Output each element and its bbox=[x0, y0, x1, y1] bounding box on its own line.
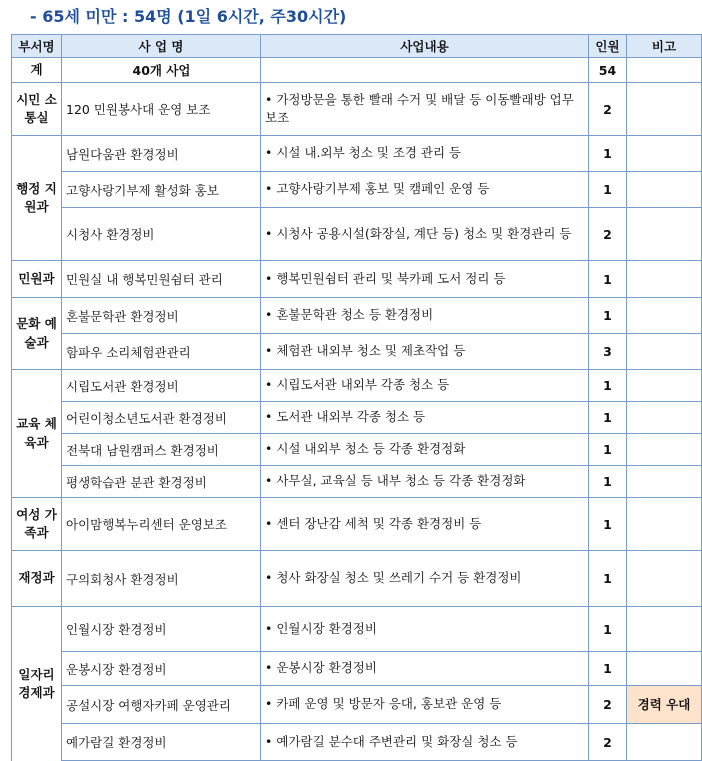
note-cell bbox=[627, 261, 702, 298]
project-content: • 운봉시장 환경정비 bbox=[261, 652, 589, 686]
staff-count: 1 bbox=[589, 466, 627, 498]
col-header-project: 사 업 명 bbox=[62, 35, 261, 58]
dept-name: 행정 지원과 bbox=[12, 136, 62, 261]
project-name: 민원실 내 행복민원쉼터 관리 bbox=[62, 261, 261, 298]
project-content: • 시청사 공용시설(화장실, 계단 등) 청소 및 환경관리 등 bbox=[261, 208, 589, 261]
staff-count: 2 bbox=[589, 83, 627, 136]
col-header-dept: 부서명 bbox=[12, 35, 62, 58]
project-name: 남원다움관 환경정비 bbox=[62, 136, 261, 172]
project-name: 함파우 소리체험관관리 bbox=[62, 334, 261, 370]
table-row bbox=[12, 172, 702, 208]
table-row bbox=[12, 334, 702, 370]
dept-name: 재정과 bbox=[12, 551, 62, 607]
table-row bbox=[12, 136, 702, 172]
note-cell bbox=[627, 551, 702, 607]
program-table bbox=[11, 34, 702, 761]
table-row bbox=[12, 724, 702, 761]
note-cell bbox=[627, 402, 702, 434]
project-content: • 청사 화장실 청소 및 쓰레기 수거 등 환경정비 bbox=[261, 551, 589, 607]
project-content: • 도서관 내외부 각종 청소 등 bbox=[261, 402, 589, 434]
dept-name: 여성 가족과 bbox=[12, 498, 62, 551]
table-row bbox=[12, 434, 702, 466]
staff-count: 2 bbox=[589, 208, 627, 261]
project-content: • 카페 운영 및 방문자 응대, 홍보관 운영 등 bbox=[261, 686, 589, 724]
project-content: • 센터 장난감 세척 및 각종 환경정비 등 bbox=[261, 498, 589, 551]
staff-count: 3 bbox=[589, 334, 627, 370]
project-name: 전북대 남원캠퍼스 환경정비 bbox=[62, 434, 261, 466]
note-cell: 경력 우대 bbox=[627, 686, 702, 724]
project-name: 120 민원봉사대 운영 보조 bbox=[62, 83, 261, 136]
staff-count: 1 bbox=[589, 498, 627, 551]
project-name: 공설시장 여행자카페 운영관리 bbox=[62, 686, 261, 724]
total-count: 54 bbox=[589, 58, 627, 83]
staff-count: 1 bbox=[589, 298, 627, 334]
total-label: 계 bbox=[12, 58, 62, 83]
dept-name: 민원과 bbox=[12, 261, 62, 298]
note-cell bbox=[627, 208, 702, 261]
staff-count: 1 bbox=[589, 551, 627, 607]
table-row bbox=[12, 370, 702, 402]
dept-name: 일자리 경제과 bbox=[12, 607, 62, 761]
project-name: 인월시장 환경정비 bbox=[62, 607, 261, 652]
table-row bbox=[12, 551, 702, 607]
total-projects: 40개 사업 bbox=[62, 58, 261, 83]
staff-count: 1 bbox=[589, 652, 627, 686]
project-name: 아이맘행복누리센터 운영보조 bbox=[62, 498, 261, 551]
staff-count: 2 bbox=[589, 686, 627, 724]
col-header-note: 비고 bbox=[627, 35, 702, 58]
note-cell bbox=[627, 136, 702, 172]
table-row bbox=[12, 686, 702, 724]
project-name: 구의회청사 환경정비 bbox=[62, 551, 261, 607]
total-content-empty bbox=[261, 58, 589, 83]
project-content: • 행복민원쉼터 관리 및 북카페 도서 정리 등 bbox=[261, 261, 589, 298]
project-name: 평생학습관 분관 환경정비 bbox=[62, 466, 261, 498]
note-cell bbox=[627, 298, 702, 334]
staff-count: 1 bbox=[589, 172, 627, 208]
total-note-empty bbox=[627, 58, 702, 83]
project-name: 시립도서관 환경정비 bbox=[62, 370, 261, 402]
project-content: • 가정방문을 통한 빨래 수거 및 배달 등 이동빨래방 업무 보조 bbox=[261, 83, 589, 136]
note-cell bbox=[627, 334, 702, 370]
page-heading: - 65세 미만 : 54명 (1일 6시간, 주30시간) bbox=[30, 7, 347, 26]
staff-count: 1 bbox=[589, 607, 627, 652]
table-row bbox=[12, 466, 702, 498]
staff-count: 1 bbox=[589, 370, 627, 402]
note-cell bbox=[627, 172, 702, 208]
staff-count: 1 bbox=[589, 261, 627, 298]
staff-count: 1 bbox=[589, 402, 627, 434]
project-name: 운봉시장 환경정비 bbox=[62, 652, 261, 686]
note-cell bbox=[627, 724, 702, 761]
staff-count: 1 bbox=[589, 136, 627, 172]
total-row bbox=[12, 58, 702, 83]
col-header-count: 인원 bbox=[589, 35, 627, 58]
project-content: • 예가람길 분수대 주변관리 및 화장실 청소 등 bbox=[261, 724, 589, 761]
project-name: 시청사 환경정비 bbox=[62, 208, 261, 261]
project-name: 어린이청소년도서관 환경정비 bbox=[62, 402, 261, 434]
col-header-content: 사업내용 bbox=[261, 35, 589, 58]
table-row bbox=[12, 607, 702, 652]
dept-name: 시민 소통실 bbox=[12, 83, 62, 136]
table-row bbox=[12, 261, 702, 298]
note-cell bbox=[627, 434, 702, 466]
table-row bbox=[12, 298, 702, 334]
dept-name: 교육 체육과 bbox=[12, 370, 62, 498]
table-row bbox=[12, 402, 702, 434]
staff-count: 2 bbox=[589, 724, 627, 761]
staff-count: 1 bbox=[589, 434, 627, 466]
project-content: • 고향사랑기부제 홍보 및 캠페인 운영 등 bbox=[261, 172, 589, 208]
note-cell bbox=[627, 607, 702, 652]
dept-name: 문화 예술과 bbox=[12, 298, 62, 370]
note-cell bbox=[627, 370, 702, 402]
table-header-row bbox=[12, 35, 702, 58]
project-content: • 인월시장 환경정비 bbox=[261, 607, 589, 652]
project-content: • 시설 내외부 청소 등 각종 환경정화 bbox=[261, 434, 589, 466]
note-cell bbox=[627, 83, 702, 136]
table-row bbox=[12, 498, 702, 551]
project-content: • 체험관 내외부 청소 및 제초작업 등 bbox=[261, 334, 589, 370]
note-cell bbox=[627, 652, 702, 686]
project-content: • 시립도서관 내외부 각종 청소 등 bbox=[261, 370, 589, 402]
project-name: 예가람길 환경정비 bbox=[62, 724, 261, 761]
project-name: 고향사랑기부제 활성화 홍보 bbox=[62, 172, 261, 208]
note-cell bbox=[627, 498, 702, 551]
table-row bbox=[12, 83, 702, 136]
project-name: 혼불문학관 환경정비 bbox=[62, 298, 261, 334]
table-row bbox=[12, 652, 702, 686]
project-content: • 혼불문학관 청소 등 환경정비 bbox=[261, 298, 589, 334]
project-content: • 사무실, 교육실 등 내부 청소 등 각종 환경정화 bbox=[261, 466, 589, 498]
note-cell bbox=[627, 466, 702, 498]
table-row bbox=[12, 208, 702, 261]
project-content: • 시설 내.외부 청소 및 조경 관리 등 bbox=[261, 136, 589, 172]
